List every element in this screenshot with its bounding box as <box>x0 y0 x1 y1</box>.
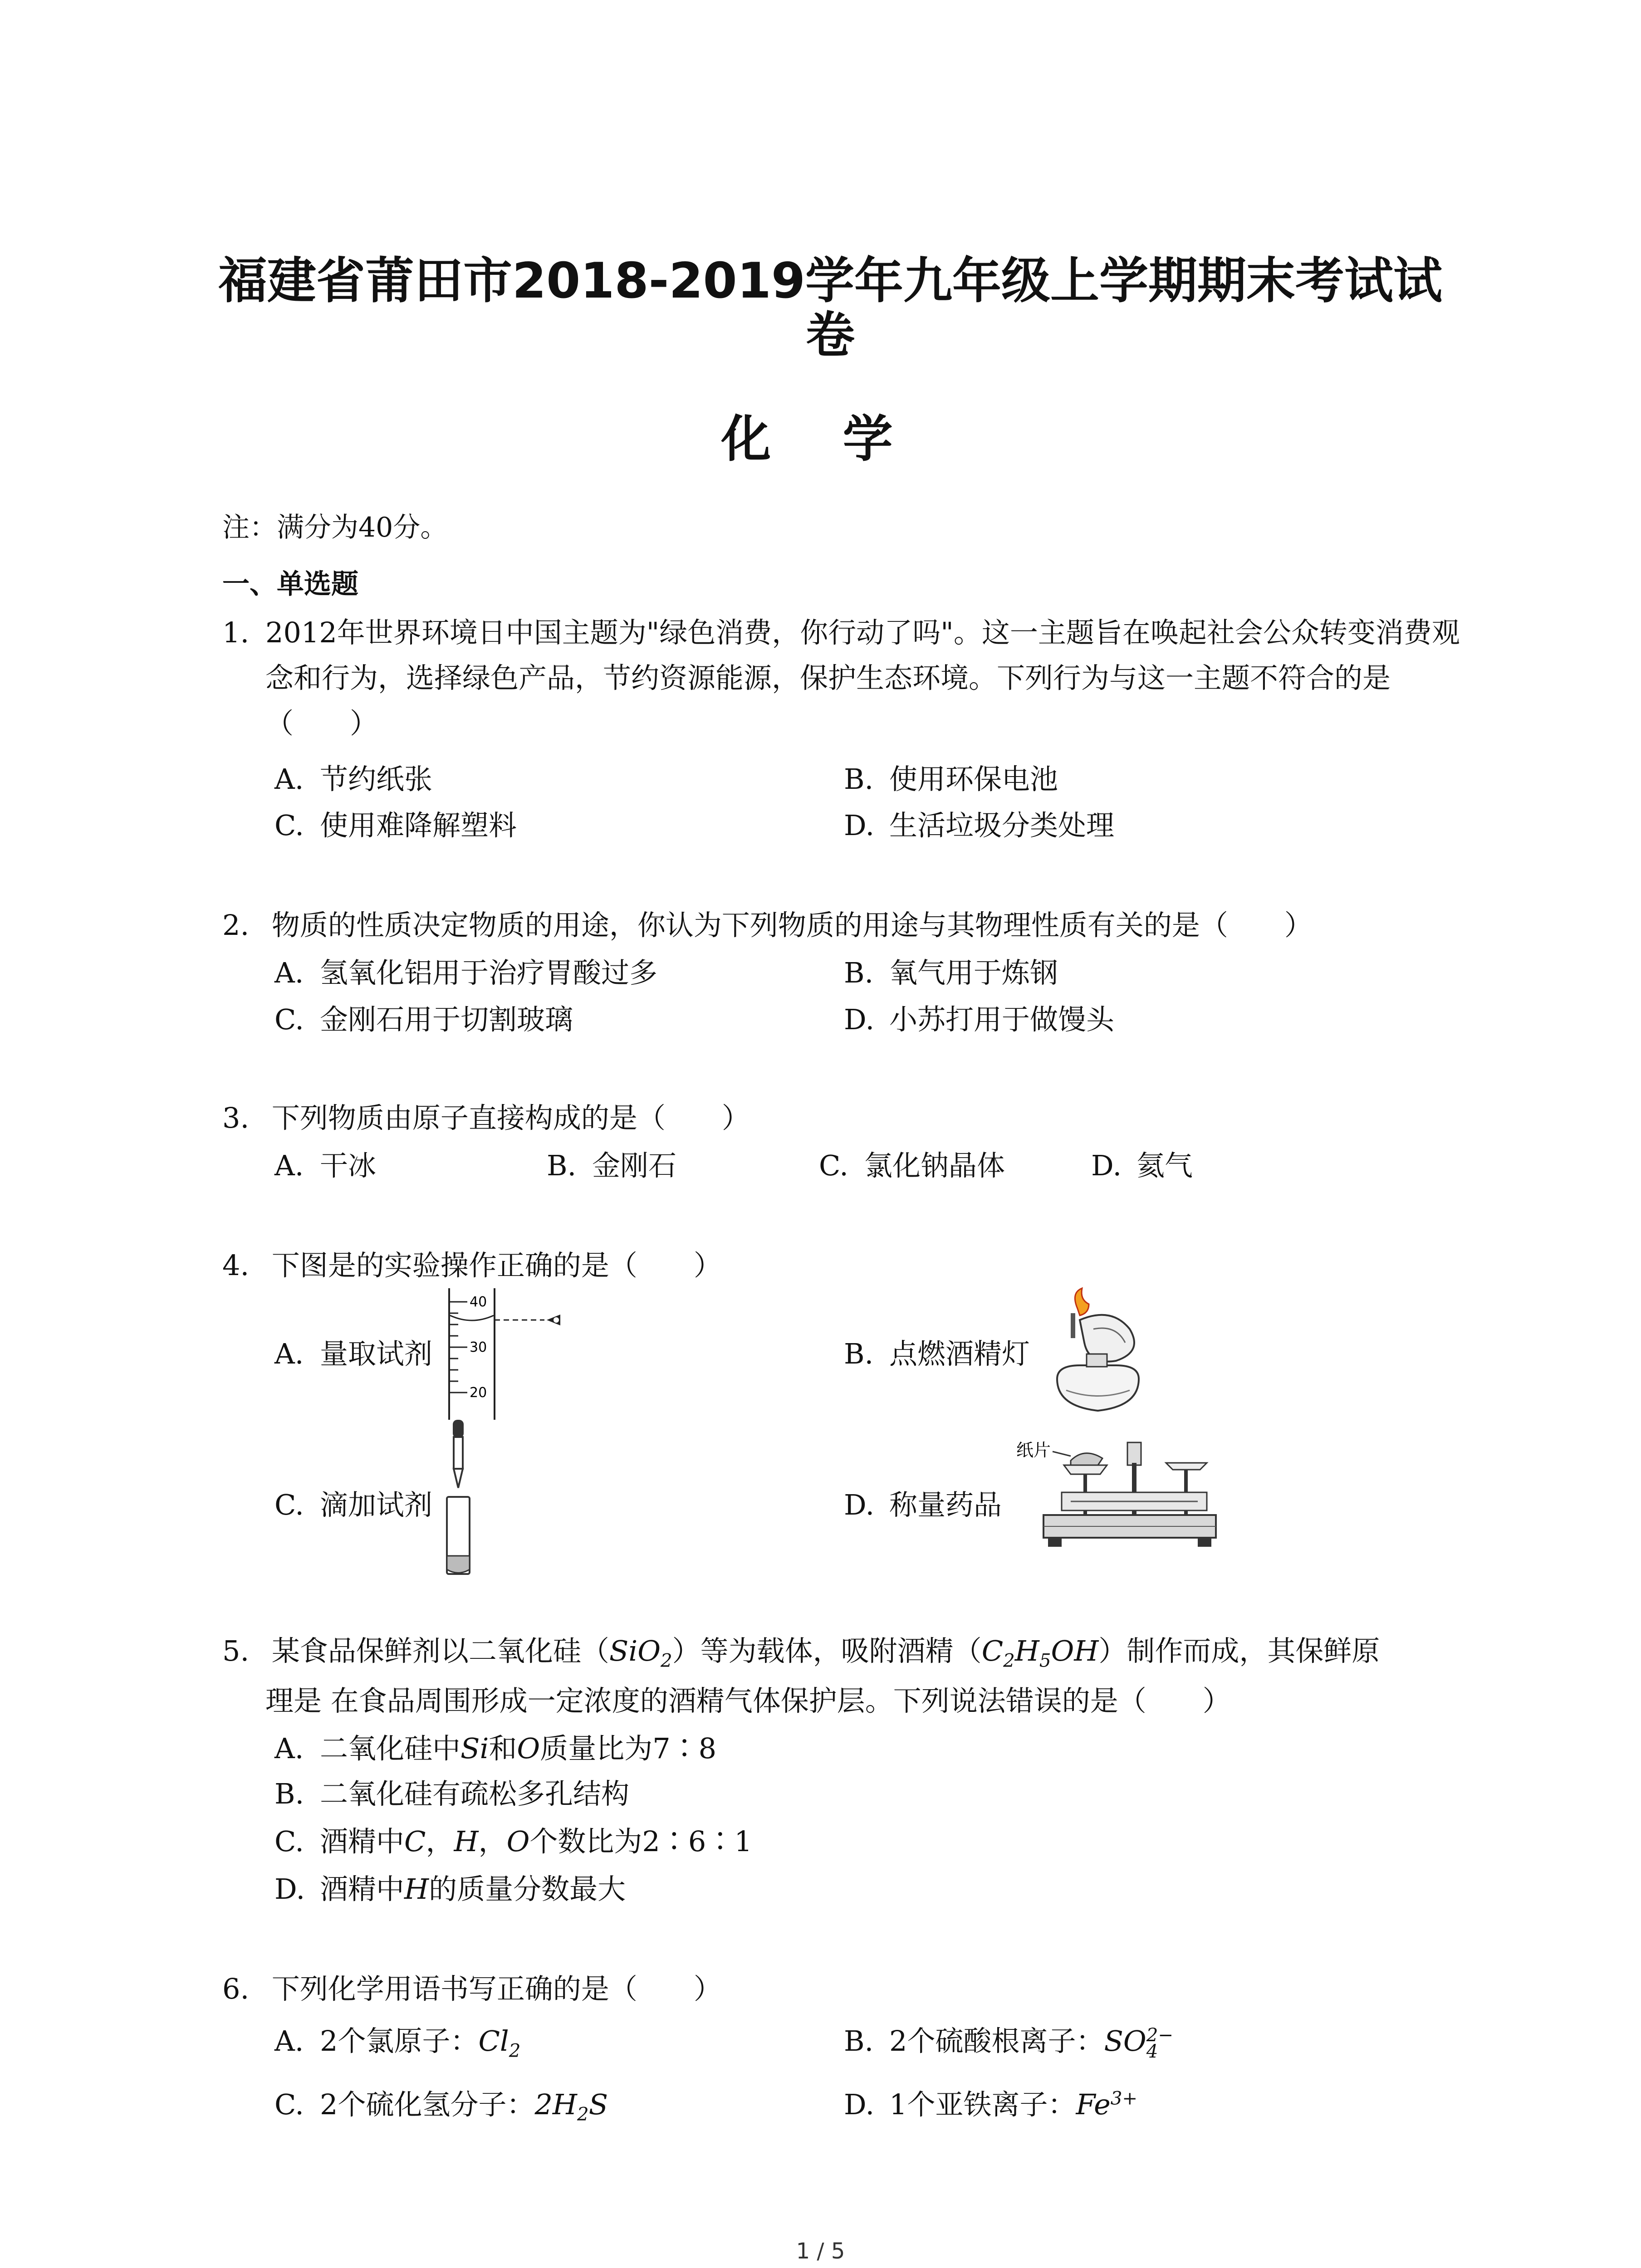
option-b <box>844 1331 1030 1372</box>
option-text: 和 <box>489 1732 517 1765</box>
option-letter: D. <box>844 809 875 842</box>
option-b <box>844 950 1058 991</box>
option-letter: A. <box>274 1149 304 1182</box>
symbol-o: O <box>517 1732 540 1765</box>
option-letter: C. <box>274 1825 304 1858</box>
option-text: ， <box>478 1825 507 1858</box>
option-letter: C. <box>274 809 304 842</box>
option-text: 二氧化硅有疏松多孔结构 <box>320 1777 630 1810</box>
symbol-si: Si <box>460 1732 489 1765</box>
question-text: 下图是的实验操作正确的是（ ） <box>271 1249 722 1282</box>
option-letter: A. <box>274 1337 304 1370</box>
symbol-c: C <box>404 1825 426 1858</box>
option-d <box>274 1867 626 1907</box>
option-letter: A. <box>274 956 304 989</box>
option-text: 小苏打用于做馒头 <box>889 1003 1115 1036</box>
option-text: 干冰 <box>320 1149 377 1182</box>
question-6 <box>222 1966 722 2012</box>
option-letter: A. <box>274 1732 304 1765</box>
score-note: 注：满分为40分。 <box>222 512 448 543</box>
balance-figure <box>1016 1438 1216 1551</box>
section-heading: 一、单选题 <box>222 568 358 600</box>
flame-icon <box>1075 1288 1089 1315</box>
option-a <box>274 1331 432 1372</box>
option-b <box>844 2019 1173 2060</box>
option-text: 节约纸张 <box>320 763 433 796</box>
option-text: 使用环保电池 <box>889 763 1058 796</box>
option-letter: B. <box>844 1337 874 1370</box>
option-c <box>819 1143 1005 1183</box>
option-text: 1个亚铁离子： <box>889 2088 1076 2121</box>
cylinder-mark-20: 20 <box>470 1385 487 1401</box>
option-letter: D. <box>844 1003 875 1036</box>
question-text: 物质的性质决定物质的用途，你认为下列物质的用途与其物理性质有关的是（ ） <box>271 909 1313 942</box>
option-letter: A. <box>274 763 304 796</box>
question-4 <box>222 1243 722 1288</box>
option-text: 酒精中 <box>320 1825 405 1858</box>
option-text: 氧气用于炼钢 <box>889 956 1058 989</box>
eye-icon <box>547 1315 560 1325</box>
option-letter: B. <box>844 2024 874 2058</box>
option-c <box>274 997 573 1037</box>
option-text: 量取试剂 <box>320 1337 433 1370</box>
question-text: 2012年世界环境日中国主题为"绿色消费，你行动了吗"。这一主题旨在唤起社会公众转变消费观念和行为，选择绿色产品，节约资源能源，保护生态环境。下列行为与这一主题不符合的是（ ） <box>265 616 1460 740</box>
option-letter: B. <box>844 763 874 796</box>
question-text-part3: ）制作而成，其保鲜原 <box>1098 1634 1380 1667</box>
option-a <box>274 1143 376 1183</box>
option-letter: B. <box>547 1149 577 1182</box>
question-5 <box>222 1628 1380 1683</box>
option-letter: D. <box>844 1488 875 1521</box>
option-b <box>844 757 1058 797</box>
graduated-cylinder-figure <box>445 1288 581 1420</box>
option-text: 质量比为7∶8 <box>540 1732 717 1765</box>
option-c <box>274 1482 432 1523</box>
question-number: 5. <box>222 1634 250 1667</box>
option-text: 氦气 <box>1136 1149 1193 1182</box>
option-a <box>274 757 432 797</box>
question-text: 下列化学用语书写正确的是（ ） <box>271 1972 722 2005</box>
option-c <box>274 2082 608 2125</box>
option-text: 个数比为2∶6∶1 <box>529 1825 752 1858</box>
option-letter: D. <box>274 1872 305 1906</box>
option-a <box>274 2019 520 2061</box>
option-text: 的质量分数最大 <box>429 1872 626 1906</box>
exam-title <box>191 254 1470 363</box>
formula-sio2: SiO$_2$ <box>609 1634 672 1672</box>
option-c <box>274 803 517 843</box>
question-number: 2. <box>222 909 250 942</box>
formula-fe-ion: $Fe^{3+}$ <box>1076 2087 1138 2121</box>
option-letter: C. <box>819 1149 848 1182</box>
symbol-h: H <box>454 1825 479 1858</box>
option-text: 二氧化硅中 <box>320 1732 461 1765</box>
formula-cl2: $Cl_2$ <box>478 2024 521 2062</box>
question-number: 1. <box>222 616 250 649</box>
option-a <box>274 1726 716 1766</box>
option-text: 生活垃圾分类处理 <box>889 809 1115 842</box>
option-d <box>844 1482 1002 1523</box>
option-d <box>844 803 1114 843</box>
option-d <box>844 997 1114 1037</box>
option-text: 使用难降解塑料 <box>320 809 517 842</box>
option-d <box>1091 1143 1193 1183</box>
paper-label: 纸片 <box>1016 1440 1051 1460</box>
question-5-line2: 理是 在食品周围形成一定浓度的酒精气体保护层。下列说法错误的是（ ） <box>265 1684 1231 1717</box>
dropper-figure <box>436 1420 485 1583</box>
cylinder-mark-40: 40 <box>470 1294 487 1310</box>
option-text: 氢氧化铝用于治疗胃酸过多 <box>320 956 658 989</box>
cylinder-mark-30: 30 <box>470 1339 487 1355</box>
alcohol-lamp-figure <box>1039 1288 1175 1424</box>
option-d <box>844 2082 1137 2122</box>
option-a <box>274 950 657 991</box>
exam-title-line1: 福建省莆田市2018-2019学年九年级上学期期末考试试 <box>218 253 1442 309</box>
option-b <box>274 1771 629 1812</box>
option-text: ， <box>426 1825 454 1858</box>
option-text: 2个硫化氢分子： <box>320 2088 535 2121</box>
option-b <box>547 1143 676 1183</box>
option-letter: A. <box>274 2024 304 2058</box>
option-text: 称量药品 <box>889 1488 1002 1521</box>
option-text: 氯化钠晶体 <box>864 1149 1005 1182</box>
question-number: 3. <box>222 1101 250 1134</box>
option-letter: C. <box>274 2088 304 2121</box>
option-letter: C. <box>274 1003 304 1036</box>
option-letter: B. <box>844 956 874 989</box>
option-text: 金刚石用于切割玻璃 <box>320 1003 573 1036</box>
option-text: 2个氯原子： <box>320 2024 479 2058</box>
question-text: 下列物质由原子直接构成的是（ ） <box>271 1101 750 1134</box>
formula-sulfate: SO 2− 4 <box>1104 2024 1174 2062</box>
page-number: 1 / 5 <box>796 2239 845 2264</box>
option-text: 酒精中 <box>320 1872 405 1906</box>
question-2 <box>222 903 1313 948</box>
symbol-o: O <box>506 1825 530 1858</box>
formula-ethanol: $C_2H_5OH$ <box>981 1634 1099 1672</box>
option-letter: B. <box>274 1777 304 1810</box>
question-number: 4. <box>222 1249 250 1282</box>
option-text: 金刚石 <box>592 1149 677 1182</box>
option-letter: D. <box>1091 1149 1122 1182</box>
question-number: 6. <box>222 1972 250 2005</box>
option-letter: D. <box>844 2088 875 2121</box>
formula-h2s: $2H_2S$ <box>534 2088 608 2125</box>
subject-heading: 化 学 <box>721 410 920 468</box>
question-3 <box>222 1095 750 1141</box>
exam-title-line2: 卷 <box>805 307 855 364</box>
symbol-h: H <box>404 1872 429 1906</box>
question-text-part2: ）等为载体，吸附酒精（ <box>672 1634 982 1667</box>
option-text: 点燃酒精灯 <box>889 1337 1030 1370</box>
option-text: 2个硫酸根离子： <box>889 2024 1104 2058</box>
question-text-part1: 某食品保鲜剂以二氧化硅（ <box>271 1634 609 1667</box>
option-text: 滴加试剂 <box>320 1488 433 1521</box>
option-letter: C. <box>274 1488 304 1521</box>
option-c <box>274 1819 752 1859</box>
